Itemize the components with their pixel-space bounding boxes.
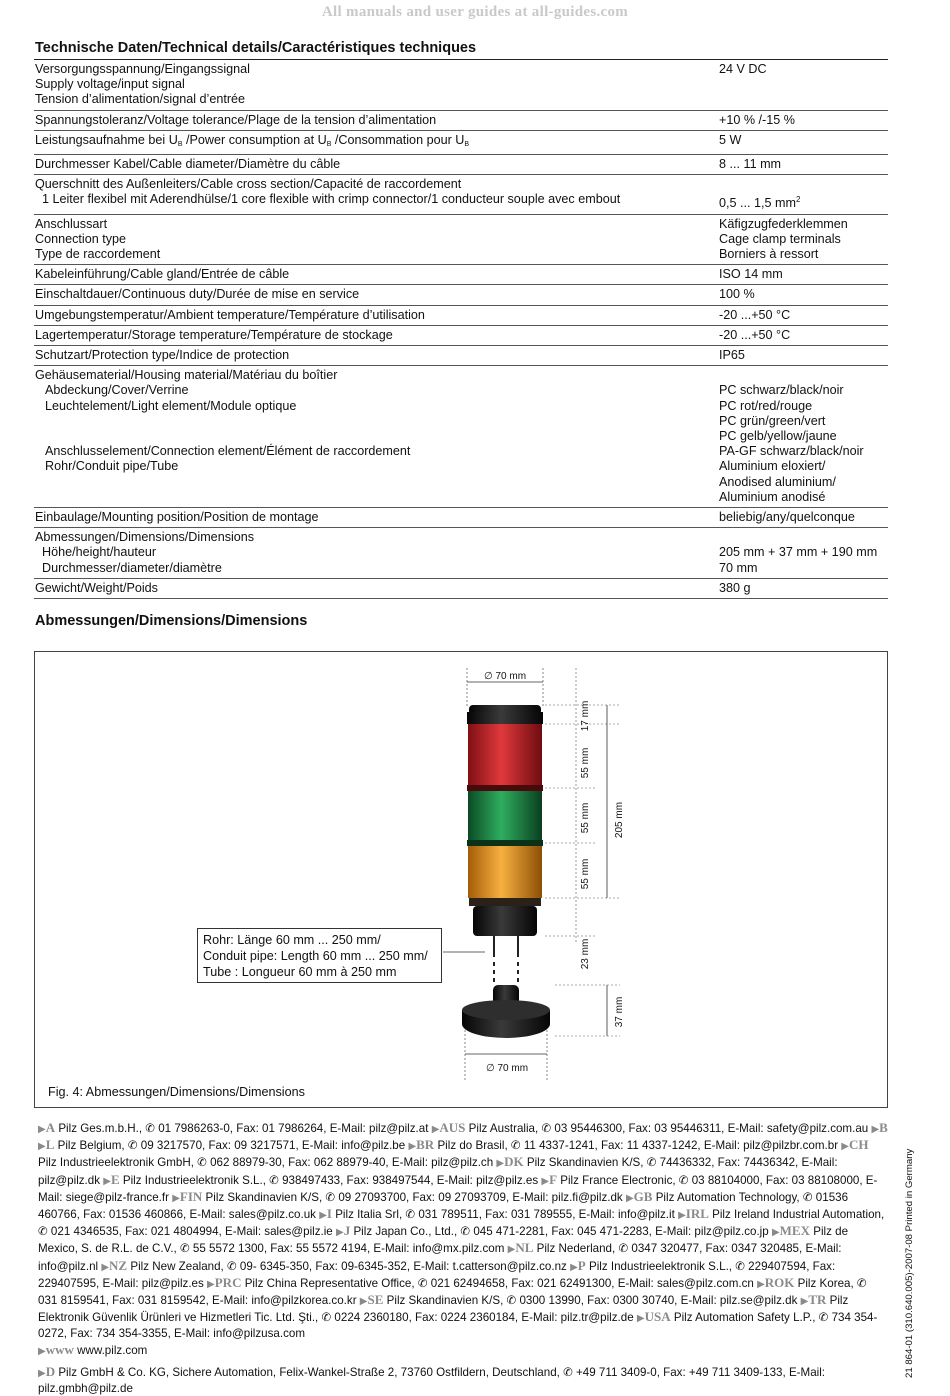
connection-ring <box>469 898 541 906</box>
yellow-height-label: 55 mm <box>580 858 591 890</box>
country-code: B <box>879 1120 888 1135</box>
triangle-icon: ▶ <box>771 1227 780 1239</box>
spec-row-ambient-temp <box>34 306 888 326</box>
contact-entry: Pilz do Brasil, ✆ 11 4337-1241, Fax: 11 4337-1242, E-Mail: pilz@pilzbr.com.br <box>437 1139 839 1153</box>
country-code: NL <box>515 1240 534 1256</box>
spec-label: Kabeleinführung/Cable gland/Entrée de câble <box>35 267 290 282</box>
spec-table <box>34 59 888 599</box>
spec-row-cross-section <box>34 175 888 214</box>
subscript: B <box>464 140 470 148</box>
country-code: P <box>577 1257 586 1273</box>
figure-caption: Fig. 4: Abmessungen/Dimensions/Dimensions <box>48 1085 305 1099</box>
triangle-icon: ▶ <box>841 1141 849 1153</box>
country-code: L <box>45 1137 55 1153</box>
spec-value: Cage clamp terminals <box>719 231 841 246</box>
contact-entry: Pilz New Zealand, ✆ 09- 6345-350, Fax: 09-6345-352, E-Mail: t.catterson@pilz.co.nz <box>130 1259 567 1273</box>
spec-row-power <box>34 131 888 155</box>
contact-entry: Pilz Italia Srl, ✆ 031 789511, Fax: 031 789555, E-Mail: info@pilz.it <box>335 1208 675 1222</box>
signal-tower-drawing <box>35 652 887 1107</box>
country-code: FIN <box>179 1188 203 1204</box>
country-code: E <box>110 1171 120 1187</box>
callout-line: Tube : Longueur 60 mm à 250 mm <box>203 965 397 979</box>
spec-value: ISO 14 mm <box>719 267 783 282</box>
country-code: A <box>45 1120 56 1135</box>
spec-value: 100 % <box>719 287 755 302</box>
spec-label: Anschlussart <box>35 216 108 231</box>
country-code: CH <box>849 1137 869 1153</box>
spec-value: Aluminium eloxiert/ <box>719 459 826 474</box>
spec-label: Schutzart/Protection type/Indice de protection <box>35 348 290 363</box>
contact-entry: Pilz Skandinavien K/S, ✆ 0300 13990, Fax: 0300 30740, E-Mail: pilz.se@pilz.dk <box>386 1294 798 1308</box>
contact-entry: Pilz China Representative Office, ✆ 021 62494658, Fax: 021 62491300, E-Mail: sales@pilz.com.cn <box>244 1276 754 1290</box>
spec-value: Anodised aluminium/ <box>719 474 836 489</box>
triangle-icon: ▶ <box>172 1192 180 1204</box>
triangle-icon: ▶ <box>359 1296 368 1308</box>
spec-label: Abmessungen/Dimensions/Dimensions <box>35 530 255 545</box>
contact-entry: Pilz de Mexico, S. de R.L. de C.V., ✆ 55 5572 1300, Fax: 55 5572 4194, E-Mail: info@mx.pilz.com <box>38 1225 849 1256</box>
contact-entry: Pilz Automation Technology, ✆ 01536 460766, Fax: 01536 460866, E-Mail: sales@pilz.co.uk <box>38 1190 849 1222</box>
triangle-icon: ▶ <box>800 1296 809 1308</box>
subscript: B <box>326 140 332 148</box>
spec-row-housing <box>34 366 888 508</box>
spec-label: Umgebungstemperatur/Ambient temperature/Température d’utilisation <box>35 307 425 322</box>
spec-value: 8 ... 11 mm <box>719 157 782 172</box>
country-code: ROK <box>764 1274 795 1290</box>
spec-value: Aluminium anodisé <box>719 489 826 504</box>
technical-details-heading: Technische Daten/Technical details/Caractéristiques techniques <box>35 40 477 56</box>
spec-value: Borniers à ressort <box>719 247 819 262</box>
contact-entry: Pilz France Electronic, ✆ 03 88104000, Fax: 03 88108000, E-Mail: siege@pilz-france.fr <box>38 1173 878 1204</box>
triangle-icon: ▶ <box>871 1124 880 1135</box>
spec-row-supply <box>34 60 888 111</box>
spec-label: Durchmesser Kabel/Cable diameter/Diamètre du câble <box>35 157 341 172</box>
contact-entry: Pilz Industrieelektronik GmbH, ✆ 062 88979-30, Fax: 062 88979-40, E-Mail: pilz@pilz.ch <box>38 1156 494 1170</box>
red-element-ring <box>467 785 543 791</box>
spec-label: Rohr/Conduit pipe/Tube <box>45 459 179 474</box>
label-part: /Consommation pour U <box>334 132 465 147</box>
spec-label: Supply voltage/input signal <box>35 77 185 92</box>
dimensions-heading: Abmessungen/Dimensions/Dimensions <box>35 613 308 629</box>
spec-label: Durchmesser/diameter/diamètre <box>42 560 222 575</box>
triangle-icon: ▶ <box>103 1175 111 1187</box>
spec-row-duty <box>34 285 888 305</box>
contact-entry: Pilz Australia, ✆ 03 95446300, Fax: 03 95446311, E-Mail: safety@pilz.com.au <box>468 1122 869 1135</box>
www-mark: www <box>45 1341 74 1357</box>
spec-value: PC rot/red/rouge <box>719 398 813 413</box>
spec-label: Anschlusselement/Connection element/Élément de raccordement <box>45 444 411 459</box>
label-part: /Power consumption at U <box>186 132 327 147</box>
spec-label: Connection type <box>35 231 127 246</box>
spec-label: Gewicht/Weight/Poids <box>35 580 158 595</box>
triangle-icon: ▶ <box>319 1210 327 1222</box>
spec-value: 5 W <box>719 132 742 147</box>
country-code: J <box>343 1223 351 1239</box>
callout-line: Conduit pipe: Length 60 mm ... 250 mm/ <box>203 949 428 963</box>
spec-value: 24 V DC <box>719 62 767 76</box>
contact-entry: Pilz Skandinavien K/S, ✆ 74436332, Fax: 74436342, E-Mail: pilz@pilz.dk <box>38 1156 838 1187</box>
spec-value: +10 % /-15 % <box>719 112 795 127</box>
spec-value: -20 ...+50 °C <box>719 327 791 342</box>
contact-entry: Pilz Japan Co., Ltd., ✆ 045 471-2281, Fax: 045 471-2283, E-Mail: pilz@pilz.co.jp <box>353 1225 769 1239</box>
contact-entry: Pilz Ges.m.b.H., ✆ 01 7986263-0, Fax: 01 7986264, E-Mail: pilz@pilz.at <box>58 1122 429 1135</box>
triangle-icon: ▶ <box>496 1158 505 1170</box>
spec-label: Versorgungsspannung/Eingangssignal <box>35 62 250 76</box>
triangle-icon: ▶ <box>678 1210 686 1222</box>
spec-label: Querschnitt des Außenleiters/Cable cross section/Capacité de raccordement <box>35 177 462 192</box>
spec-value: 70 mm <box>719 560 758 575</box>
triangle-icon: ▶ <box>408 1141 417 1153</box>
triangle-icon: ▶ <box>38 1345 46 1357</box>
country-code: PRC <box>214 1274 242 1290</box>
country-code: AUS <box>439 1120 466 1135</box>
cap-height-label: 17 mm <box>580 700 591 732</box>
label-part: Leistungsaufnahme bei U <box>35 132 178 147</box>
print-reference: 21 864-01 (310.640.005)-2007-08 Printed in Germany <box>904 1148 915 1378</box>
country-code: SE <box>367 1292 384 1308</box>
contact-entry: Pilz Ireland Industrial Automation, ✆ 021 4346535, Fax: 021 4804994, E-Mail: sales@pilz.ie <box>38 1208 885 1239</box>
spec-label: Leuchtelement/Light element/Module optique <box>45 398 297 413</box>
spec-value: IP65 <box>719 348 745 363</box>
spec-label: Type de raccordement <box>35 247 161 262</box>
dimension-figure <box>34 651 888 1108</box>
spec-value: PC gelb/yellow/jaune <box>719 429 837 444</box>
spec-label: Tension d’alimentation/signal d’entrée <box>35 92 246 107</box>
triangle-icon: ▶ <box>101 1261 110 1273</box>
watermark: All manuals and user guides at all-guides.com <box>321 4 629 20</box>
country-code: NZ <box>109 1257 128 1273</box>
triangle-icon: ▶ <box>431 1124 440 1135</box>
green-height-label: 55 mm <box>580 802 591 834</box>
country-code: GB <box>633 1188 653 1204</box>
spec-row-weight <box>34 579 888 599</box>
country-code: MEX <box>779 1223 810 1239</box>
triangle-icon: ▶ <box>336 1227 344 1239</box>
spec-label: Spannungstoleranz/Voltage tolerance/Plage de la tension d’alimentation <box>35 112 437 127</box>
spec-label <box>34 133 719 152</box>
spec-label: Einbaulage/Mounting position/Position de montage <box>35 510 319 525</box>
tower-cap-ring <box>467 712 543 724</box>
country-code: D <box>45 1363 56 1379</box>
country-code: IRL <box>685 1206 709 1222</box>
spec-row-connection-type <box>34 215 888 266</box>
top-diameter-label: ∅ 70 mm <box>483 671 527 682</box>
triangle-icon: ▶ <box>507 1244 516 1256</box>
spec-row-protection <box>34 346 888 366</box>
spec-value: PA-GF schwarz/black/noir <box>719 444 864 459</box>
spec-value: PC grün/green/vert <box>719 413 826 428</box>
spec-row-cable-diameter <box>34 155 888 175</box>
subscript: B <box>177 140 183 148</box>
spec-row-storage-temp <box>34 326 888 346</box>
mounting-base-top <box>462 1000 550 1020</box>
spec-label: Lagertemperatur/Storage temperature/Température de stockage <box>35 327 393 342</box>
superscript: 2 <box>796 195 801 205</box>
triangle-icon: ▶ <box>207 1278 215 1290</box>
red-height-label: 55 mm <box>580 747 591 779</box>
spec-label: Höhe/height/hauteur <box>42 545 157 560</box>
amber-light-element <box>468 846 542 898</box>
website-link[interactable]: www.pilz.com <box>77 1343 148 1357</box>
base-height-label: 37 mm <box>614 996 625 1028</box>
contact-entry: Pilz Belgium, ✆ 09 3217570, Fax: 09 3217571, E-Mail: info@pilz.be <box>57 1139 406 1153</box>
triangle-icon: ▶ <box>541 1175 550 1187</box>
green-light-element <box>468 791 542 841</box>
spec-value: Käfigzugfederklemmen <box>719 216 848 231</box>
contact-entry: Pilz GmbH & Co. KG, Sichere Automation, Felix-Wankel-Straße 2, 73760 Ostfildern, Deutschland, ✆ +49 711 3409-0, Fax: +49 711 3409-133, E-Mail: pilz.gmbh@pilz.de <box>38 1365 826 1396</box>
spec-value <box>719 192 888 211</box>
country-code: F <box>549 1171 558 1187</box>
base-diameter-label: ∅ 70 mm <box>485 1063 529 1074</box>
triangle-icon: ▶ <box>38 1367 46 1379</box>
spec-row-mounting <box>34 508 888 528</box>
total-height-label: 205 mm <box>614 801 625 839</box>
contact-entry: Pilz Nederland, ✆ 0347 320477, Fax: 0347 320485, E-Mail: info@pilz.nl <box>38 1242 842 1273</box>
contact-entry: Pilz Industrieelektronik S.L., ✆ 938497433, Fax: 938497544, E-Mail: pilz@pilz.es <box>122 1173 539 1187</box>
country-code: DK <box>504 1154 524 1170</box>
triangle-icon: ▶ <box>570 1261 578 1273</box>
country-code: TR <box>808 1292 827 1308</box>
country-code: I <box>326 1206 332 1222</box>
triangle-icon: ▶ <box>757 1278 765 1290</box>
spec-label: Abdeckung/Cover/Verrine <box>45 383 189 398</box>
red-light-element <box>468 724 542 786</box>
spec-value: 205 mm + 37 mm + 190 mm <box>719 545 878 560</box>
spec-row-tolerance <box>34 111 888 131</box>
connection-height-label: 23 mm <box>580 938 591 970</box>
spec-row-dimensions <box>34 528 888 579</box>
spec-value: beliebig/any/quelconque <box>719 510 855 525</box>
connection-element <box>473 906 537 936</box>
contact-entry: Pilz Skandinavien K/S, ✆ 09 27093700, Fax: 09 27093709, E-Mail: pilz.fi@pilz.dk <box>205 1190 623 1204</box>
spec-label: 1 Leiter flexibel mit Aderendhülse/1 core flexible with crimp connector/1 conducteur souple avec embout <box>42 192 621 207</box>
contact-entry: Pilz Korea, ✆ 031 8159541, Fax: 031 8159542, E-Mail: info@pilzkorea.co.kr <box>38 1276 867 1308</box>
spec-value: 380 g <box>719 580 751 595</box>
callout-line: Rohr: Länge 60 mm ... 250 mm/ <box>203 933 381 947</box>
spec-row-cable-gland <box>34 265 888 285</box>
contact-entry: Pilz Elektronik Güvenlik Ürünleri ve Hizmetleri Tic. Ltd. Şti., ✆ 0224 2360180, Fax: 0224 2360184, E-Mail: pilz.tr@pilz.de <box>38 1294 849 1325</box>
contact-entry: Pilz Automation Safety L.P., ✆ 734 354-0272, Fax: 734 354-3355, E-Mail: info@pilzusa.com <box>38 1311 878 1341</box>
spec-value: -20 ...+50 °C <box>719 307 791 322</box>
contact-entry: Pilz Industrieelektronik S.L., ✆ 229407594, Fax: 229407595, E-Mail: pilz@pilz.es <box>38 1259 836 1290</box>
headquarters-line <box>38 1364 888 1396</box>
conduit-callout <box>197 928 442 983</box>
triangle-icon: ▶ <box>636 1313 645 1325</box>
value-text: 0,5 ... 1,5 mm <box>719 196 796 211</box>
website-line <box>38 1342 888 1359</box>
spec-label: Einschaltdauer/Continuous duty/Durée de mise en service <box>35 287 360 302</box>
triangle-icon: ▶ <box>38 1124 46 1135</box>
country-code: USA <box>644 1309 671 1325</box>
triangle-icon: ▶ <box>625 1192 634 1204</box>
triangle-icon: ▶ <box>38 1141 46 1153</box>
spec-label: Gehäusematerial/Housing material/Matériau du boîtier <box>35 368 338 383</box>
contact-list <box>38 1120 888 1396</box>
country-code: BR <box>416 1137 435 1153</box>
spec-value: PC schwarz/black/noir <box>719 383 844 398</box>
green-element-ring <box>467 840 543 846</box>
